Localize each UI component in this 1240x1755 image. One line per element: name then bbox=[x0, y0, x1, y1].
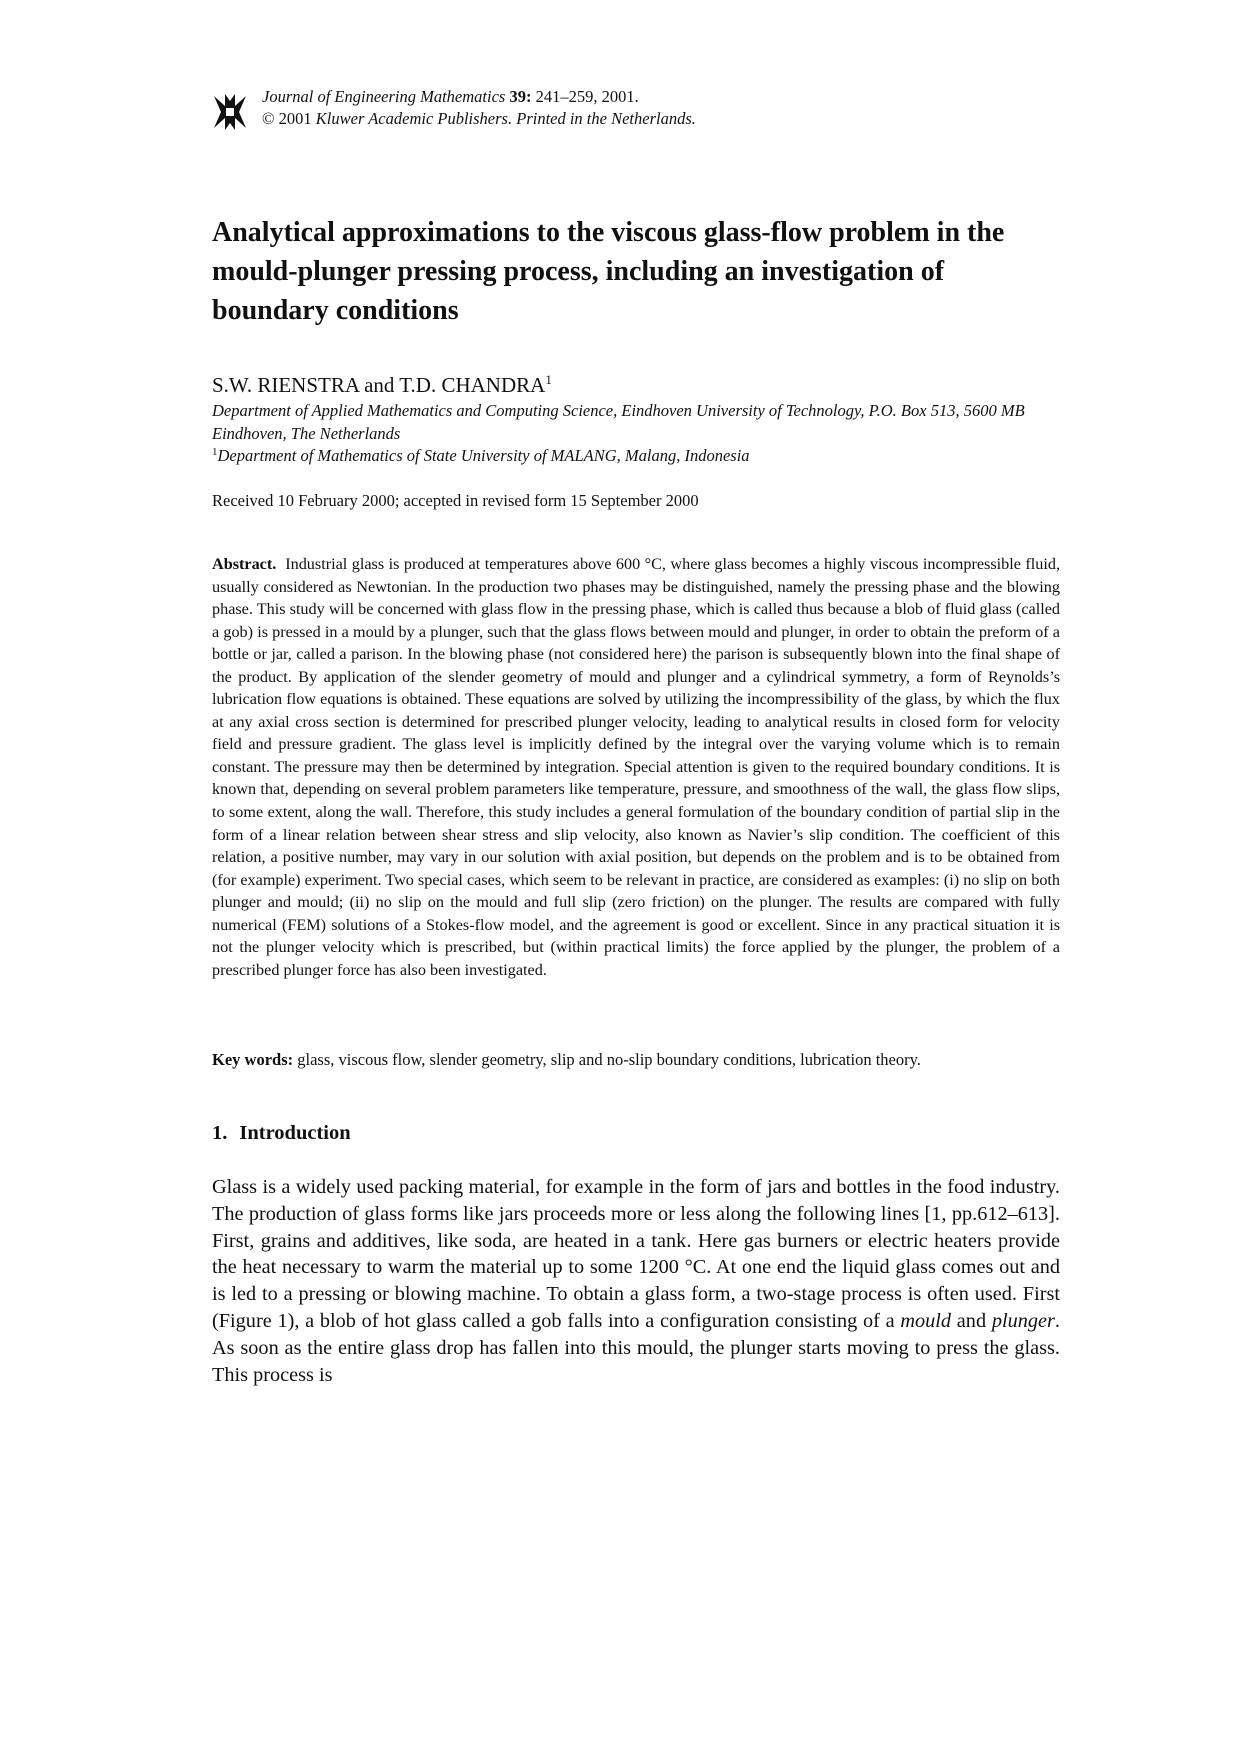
keywords-label: Key words: bbox=[212, 1050, 294, 1069]
journal-volume: 39: bbox=[509, 87, 532, 106]
affiliation-primary: Department of Applied Mathematics and Computing Science, Eindhoven University of Technology, P.O. Box 513, 5600 MB Eindhoven, The Netherlands bbox=[212, 401, 1025, 443]
intro-term-plunger: plunger bbox=[991, 1309, 1055, 1332]
introduction-paragraph bbox=[212, 1174, 1060, 1388]
intro-term-mould: mould bbox=[900, 1309, 952, 1332]
intro-text-and: and bbox=[951, 1309, 992, 1332]
received-dates: Received 10 February 2000; accepted in revised form 15 September 2000 bbox=[212, 491, 699, 510]
keywords bbox=[212, 1049, 1060, 1071]
printed-location: Printed in the Netherlands. bbox=[516, 109, 696, 128]
publisher-logo-icon bbox=[212, 92, 248, 132]
intro-text-2: . As soon as the entire glass drop has fallen into this mould, the plunger starts moving to press the glass. This process is bbox=[212, 1309, 1060, 1386]
publisher-name: Kluwer Academic Publishers. bbox=[315, 109, 513, 128]
affiliation-secondary: Department of Mathematics of State University of MALANG, Malang, Indonesia bbox=[217, 446, 750, 465]
section-heading bbox=[212, 1120, 351, 1146]
journal-line-1 bbox=[262, 86, 696, 108]
author-affiliation-mark: 1 bbox=[545, 372, 552, 387]
affiliation-secondary-mark: 1 bbox=[212, 446, 218, 458]
copyright-year: © 2001 bbox=[262, 109, 312, 128]
paper-title: Analytical approximations to the viscous glass-flow problem in the mould-plunger pressing process, including an investigation of boundary conditions bbox=[212, 217, 1005, 326]
journal-line-2 bbox=[262, 108, 696, 130]
author-names: S.W. RIENSTRA and T.D. CHANDRA bbox=[212, 373, 546, 397]
journal-name: Journal of Engineering Mathematics bbox=[262, 87, 506, 106]
section-title: Introduction bbox=[239, 1122, 351, 1144]
journal-header bbox=[212, 86, 1060, 136]
journal-citation bbox=[262, 86, 696, 130]
journal-pages-year: 241–259, 2001. bbox=[535, 87, 639, 106]
abstract-label: Abstract. bbox=[212, 555, 277, 573]
keywords-text: glass, viscous flow, slender geometry, slip and no-slip boundary conditions, lubrication theory. bbox=[297, 1050, 921, 1069]
abstract bbox=[212, 553, 1060, 981]
abstract-text: Industrial glass is produced at temperatures above 600 °C, where glass becomes a highly viscous incompressible fluid, usually considered as Newtonian. In the production two phases may be distinguished, namely the pressing phase and the blowing phase. This study will be concerned with glass flow in the pressing phase, which is called thus because a blob of fluid glass (called a gob) is pressed in a mould by a plunger, such that the glass flows between mould and plunger, in order to obtain the preform of a bottle or jar, called a parison. In the blowing phase (not considered here) the parison is subsequently blown into the final shape of the product. By application of the slender geometry of mould and plunger and a cylindrical symmetry, a form of Reynolds’s lubrication flow equations is obtained. These equations are solved by utilizing the incompressibility of the glass, by which the flux at any axial cross section is determined for prescribed plunger velocity, leading to analytical results in closed form for velocity field and pressure gradient. The glass level is implicitly defined by the integral over the varying volume which is to remain constant. The pressure may then be determined by integration. Special attention is given to the required boundary conditions. It is known that, depending on several problem parameters like temperature, pressure, and smoothness of the wall, the glass flow slips, to some extent, along the wall. Therefore, this study includes a general formulation of the boundary condition of partial slip in the form of a linear relation between shear stress and slip velocity, also known as Navier’s slip condition. The coefficient of this relation, a positive number, may vary in our solution with axial position, but depends on the problem and is to be obtained from (for example) experiment. Two special cases, which seem to be relevant in practice, are considered as examples: (i) no slip on both plunger and mould; (ii) no slip on the mould and full slip (zero friction) on the plunger. The results are compared with fully numerical (FEM) solutions of a Stokes-flow model, and the agreement is good or excellent. Since in any practical situation it is not the plunger velocity which is prescribed, but (within practical limits) the force applied by the plunger, the problem of a prescribed plunger force has also been investigated. bbox=[212, 555, 1060, 979]
affiliations bbox=[212, 400, 1060, 468]
intro-text-1: Glass is a widely used packing material, for example in the form of jars and bottles in the food industry. The production of glass forms like jars proceeds more or less along the following lines [1, pp.612–613]. First, grains and additives, like soda, are heated in a tank. Here gas burners or electric heaters provide the heat necessary to warm the material up to some 1200 °C. At one end the liquid glass comes out and is led to a pressing or blowing machine. To obtain a glass form, a two-stage process is often used. First (Figure 1), a blob of hot glass called a gob falls into a configuration consisting of a bbox=[212, 1176, 1060, 1332]
affiliation-secondary-line bbox=[212, 445, 1060, 468]
section-number: 1. bbox=[212, 1122, 228, 1144]
author-list bbox=[212, 372, 552, 398]
